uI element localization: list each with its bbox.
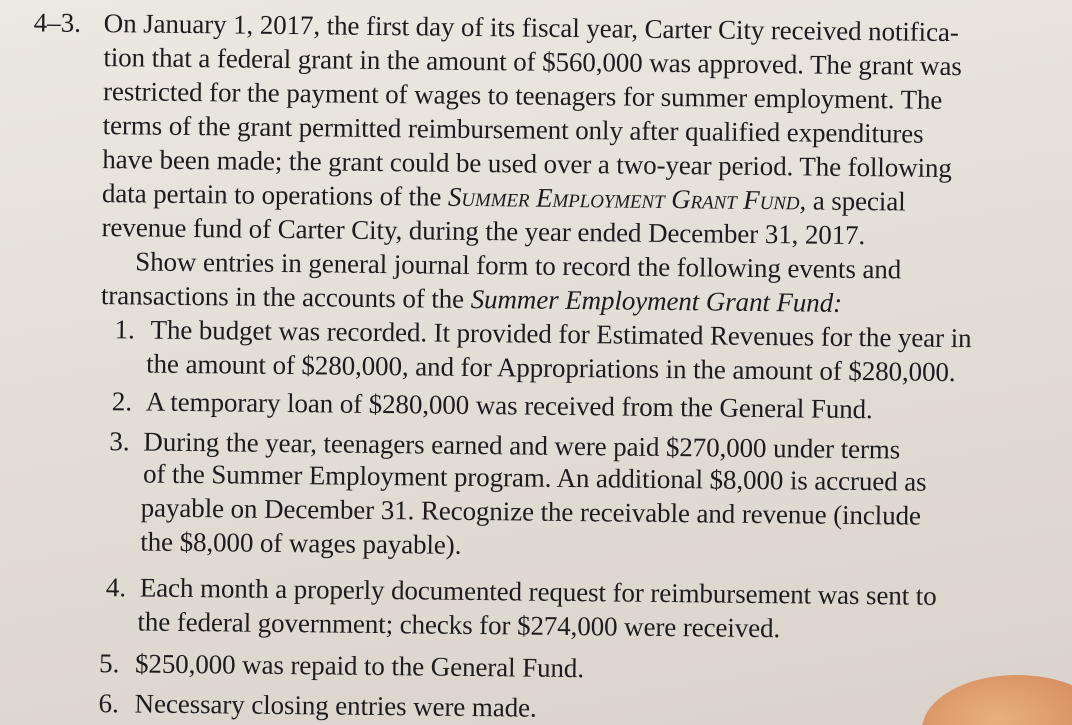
- item-number: 3.: [109, 426, 130, 457]
- item-line: Necessary closing entries were made.: [134, 688, 537, 723]
- item-line: The budget was recorded. It provided for Estimated Revenues for the year in: [150, 314, 972, 354]
- item-number: 4.: [105, 572, 127, 603]
- item-line: During the year, teenagers earned and were paid $270,000 under terms: [143, 426, 901, 465]
- item-line: the federal government; checks for $274,000 were received.: [137, 606, 781, 644]
- instruction-text: transactions in the accounts of the: [100, 280, 471, 314]
- item-line: $250,000 was repaid to the General Fund.: [134, 648, 585, 684]
- intro-line: tion that a federal grant in the amount of $560,000 was approved. The grant was: [103, 42, 962, 82]
- item-number: 6.: [98, 688, 120, 719]
- intro-line: restricted for the payment of wages to teenagers for summer employment. The: [102, 76, 943, 115]
- instruction-line: [101, 279, 842, 319]
- intro-line: have been made; the grant could be used over a two-year period. The following: [102, 144, 952, 183]
- instruction-line: Show entries in general journal form to record the following events and: [135, 246, 902, 285]
- item-line: A temporary loan of $280,000 was received from the General Fund.: [145, 386, 873, 425]
- item-number: 5.: [98, 648, 120, 679]
- intro-line: revenue fund of Carter City, during the year ended December 31, 2017.: [101, 212, 866, 251]
- item-line: the amount of $280,000, and for Appropriations in the amount of $280,000.: [146, 348, 956, 388]
- intro-line: terms of the grant permitted reimbursement only after qualified expenditures: [102, 110, 924, 149]
- problem-number: 4–3.: [33, 7, 82, 38]
- item-line: the $8,000 of wages payable).: [140, 526, 462, 560]
- item-line: Each month a properly documented request for reimbursement was sent to: [139, 572, 937, 611]
- item-number: 2.: [111, 386, 133, 417]
- intro-text: data pertain to operations of the: [101, 178, 449, 212]
- item-line: of the Summer Employment program. An additional $8,000 is accrued as: [142, 458, 927, 497]
- fund-name: Summer Employment Grant Fund,: [447, 181, 807, 216]
- intro-text: a special: [805, 185, 906, 217]
- intro-line: On January 1, 2017, the first day of its fiscal year, Carter City received notifica-: [103, 8, 959, 48]
- item-line: payable on December 31. Recognize the receivable and revenue (include: [140, 492, 922, 531]
- item-number: 1.: [114, 314, 135, 345]
- fund-name: Summer Employment Grant Fund:: [470, 283, 843, 318]
